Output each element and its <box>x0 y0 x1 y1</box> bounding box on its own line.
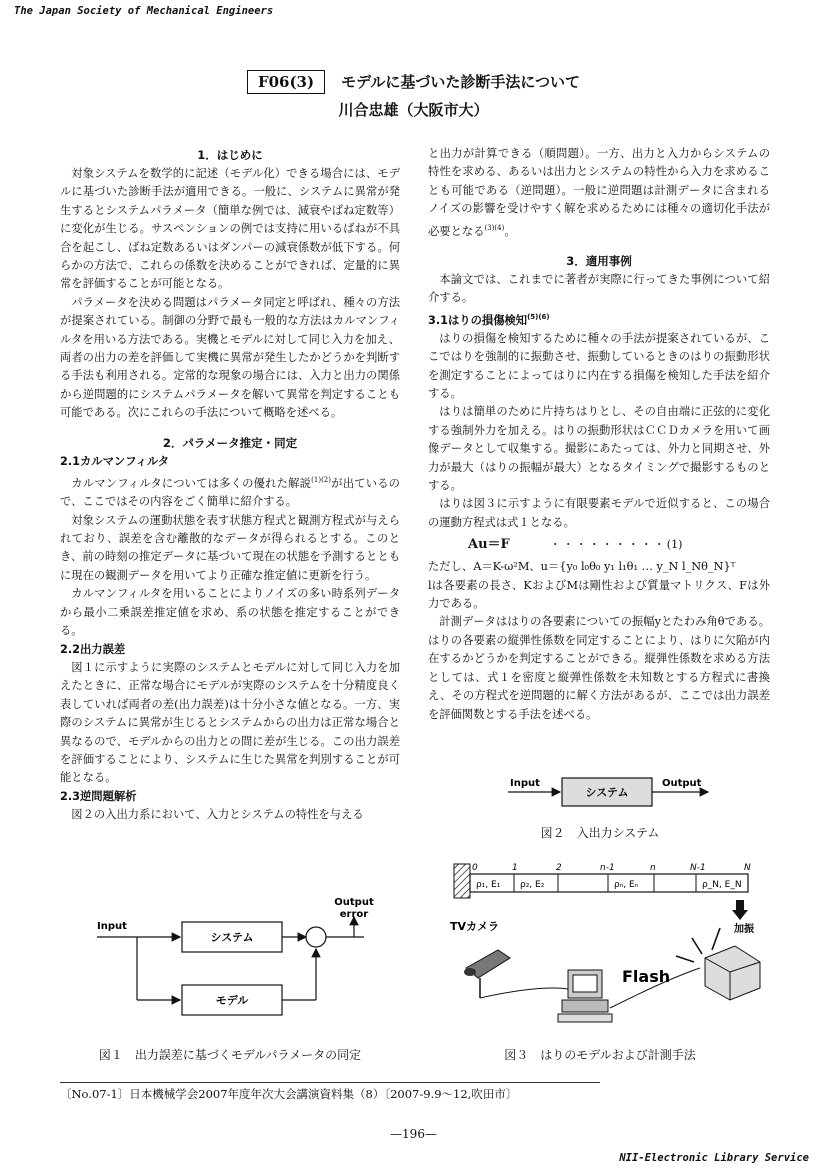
paragraph <box>60 471 400 512</box>
paragraph: lは各要素の長さ、KおよびMは剛性および質量マトリクス、Fは外力である。 <box>428 578 770 611</box>
citation: (1)(2) <box>311 476 331 485</box>
fig2-input-label: Input <box>510 778 540 789</box>
excitation-arrow <box>732 900 748 920</box>
fig2-system-label: システム <box>585 786 629 799</box>
text: が出ているので、ここではその内容をごく簡単に紹介する。 <box>60 476 400 509</box>
tv-camera-icon <box>464 950 510 998</box>
fig1-error-label: error <box>339 909 369 920</box>
paragraph: 計測データははりの各要素についての振幅yとたわみ角θである。はりの各要素の縦弾性係数を同定することにより、はりに欠陥が内在するかどうかを判定することができる。縦弾性係数を求める方法としては、式１を密度と縦弾性係数を未知数とする方程式に書換え、その方程式を逆問題的に解く方法があるが、ここでは出力誤差を評価関数とする手法を述べる。 <box>428 615 770 721</box>
text: 3.1はりの損傷検知 <box>428 313 528 327</box>
excite-label: 加振 <box>734 924 754 935</box>
computer-icon <box>558 970 612 1022</box>
node-label: 1 <box>512 863 518 873</box>
paper-title: モデルに基づいた診断手法について <box>341 73 581 91</box>
equation-body: Au＝F <box>468 537 510 553</box>
fig1-system-label: システム <box>210 931 254 944</box>
paragraph: はりは簡単のために片持ちはりとし、その自由端に正弦的に変化する強制外力を加える。はりの振動形状はＣＣＤカメラを用いて画像データとして収集する。撮影にあたっては、外力と同期させ、外力が最大（はりの振幅が最大）となるタイミングで撮影するものとする。 <box>428 405 770 493</box>
citation: (3)(4) <box>484 223 505 232</box>
paragraph: 図２の入出力系において、入力とシステムの特性を与える <box>71 808 364 822</box>
element-label: ρ₂, E₂ <box>520 880 545 890</box>
left-column <box>60 145 400 825</box>
summing-junction <box>306 927 326 947</box>
text: カルマンフィルタについては多くの優れた解説 <box>71 476 312 490</box>
paragraph: パラメータを決める問題はパラメータ同定と呼ばれ、種々の方法が提案されている。制御の分野で最も一般的な方法はカルマンフィルタを用いる方法である。実機とモデルに対して同じ入力を加え、両者の出力の差を評価して実機に異常が発生したかどうかを判断する手法も利用される。定常的な現象の場合には、入力と出力の関係から逆問題的にシステムパラメータを解いて異常を判定することも可能である。次にこれらの手法について概略を述べる。 <box>60 295 400 420</box>
subsection-2-3-heading: 2.3逆問題解析 <box>60 789 137 803</box>
element-label: ρₙ, Eₙ <box>614 880 639 890</box>
node-labels <box>472 863 751 873</box>
figure-3-diagram <box>450 858 780 1048</box>
fig1-output-label: Output <box>334 897 374 908</box>
figure-2-diagram <box>480 770 740 820</box>
definition-line: ただし、A＝K-ω²M、u＝{y₀ l₀θ₀ y₁ l₁θ₁ … y_N l_Nθ_N}ᵀ <box>428 560 736 574</box>
figure-1-diagram <box>92 895 382 1030</box>
paper-code: F06(3) <box>247 70 325 94</box>
citation: (5)(6) <box>527 312 550 321</box>
paragraph: 対象システムを数学的に記述（モデル化）できる場合には、モデルに基づいた診断手法が適用できる。一般に、システムに異常が発生するとシステムパラメータ（簡単な例では、減衰やばね定数等）に変化が生じる。サスペンションの例では支持に用いるばねが不具合を起こし、ばね定数あるいはダンパーの減衰係数が低下する。何らかの方法で、これらの係数を決めることができれば、定量的に異常を評価することが可能となる。 <box>60 167 400 291</box>
library-footer: NII-Electronic Library Service <box>619 1152 809 1164</box>
right-column <box>428 145 770 724</box>
element-label: ρ₁, E₁ <box>476 880 501 890</box>
tv-camera-label: TVカメラ <box>450 920 500 933</box>
fig1-model-label: モデル <box>215 994 249 1007</box>
title-row <box>0 70 827 94</box>
node-label: n <box>650 863 656 873</box>
subsection-3-1-heading <box>428 308 770 330</box>
subsection-2-1-heading: 2.1カルマンフィルタ <box>60 454 170 468</box>
node-label: 2 <box>556 863 562 873</box>
equation-leader: ・・・・・・・・・ <box>549 538 667 552</box>
figure-2-caption: 図２ 入出力システム <box>540 826 660 840</box>
paragraph: はりは図３に示すように有限要素モデルで近似すると、この場合の運動方程式は式１となる。 <box>428 497 770 529</box>
node-label: 0 <box>472 863 478 873</box>
node-label: N <box>744 863 751 873</box>
text: 。 <box>504 224 516 238</box>
node-label: N-1 <box>690 863 706 873</box>
equation-number: (1) <box>666 538 683 552</box>
section-3-heading: 3．適用事例 <box>566 253 632 268</box>
proceedings-footnote: 〔No.07-1〕日本機械学会2007年度年次大会講演資料集（8）〔2007-9.9～12,吹田市〕 <box>60 1082 600 1102</box>
fig2-output-label: Output <box>662 778 702 789</box>
paragraph: 対象システムの運動状態を表す状態方程式と観測方程式が与えられており、誤差を含む離散的なデータが得られるとする。このとき、前の時刻の推定データに基づいて現在の状態を予測するとともに現在の観測データを用いてより正確な推定値に更新を行う。 <box>60 513 400 582</box>
journal-header: The Japan Society of Mechanical Engineers <box>14 5 274 17</box>
page-number: —196— <box>390 1127 437 1141</box>
author: 川合忠雄（大阪市大） <box>338 101 489 119</box>
flash-label: Flash <box>622 967 671 986</box>
element-label: ρ_N, E_N <box>702 880 742 890</box>
paragraph <box>428 145 770 241</box>
paragraph: 本論文では、これまでに著者が実際に行ってきた事例について紹介する。 <box>428 272 770 305</box>
fig1-input-label: Input <box>97 921 127 932</box>
figure-3-caption: 図３ はりのモデルおよび計測手法 <box>504 1048 696 1062</box>
paragraph: はりの損傷を検知するために種々の手法が提案されているが、ここではりを強制的に振動させ、振動しているときのはりの振動形状を測定することによってはりに内在する損傷を検知した手法を紹介する。 <box>428 331 770 400</box>
equation-1 <box>428 532 770 558</box>
subsection-2-2-heading: 2.2出力誤差 <box>60 642 126 656</box>
fixed-wall <box>454 864 470 898</box>
node-label: n-1 <box>600 863 615 873</box>
section-1-heading: 1．はじめに <box>197 148 263 162</box>
text: と出力が計算できる（順問題）。一方、出力と入力からシステムの特性を求める、あるいは出力とシステムの特性から入力を求めることも可能である（逆問題）。一般に逆問題は計測データに含まれるノイズの影響を受けやすく解を求めるためには種々の適切化手法が必要となる <box>428 147 770 238</box>
paragraph: カルマンフィルタを用いることによりノイズの多い時系列データから最小二乗誤差推定値を求め、系の状態を推定することができる。 <box>60 587 400 638</box>
paragraph: 図１に示すように実際のシステムとモデルに対して同じ入力を加えたときに、正常な場合にモデルが実際のシステムを十分精度良く表していれば両者の差(出力誤差)は十分小さな値となる。一方、実際のシステムに異常が生じるとシステムからの出力は正常な場合と異なるので、モデルからの出力との間に差が生じる。この出力誤差を評価することにより、システムに生じた異常を判別することが可能となる。 <box>60 660 400 785</box>
section-2-heading: 2．パラメータ推定・同定 <box>162 435 298 450</box>
flash-unit-icon <box>705 946 760 1000</box>
figure-1-caption: 図１ 出力誤差に基づくモデルパラメータの同定 <box>98 1048 362 1062</box>
